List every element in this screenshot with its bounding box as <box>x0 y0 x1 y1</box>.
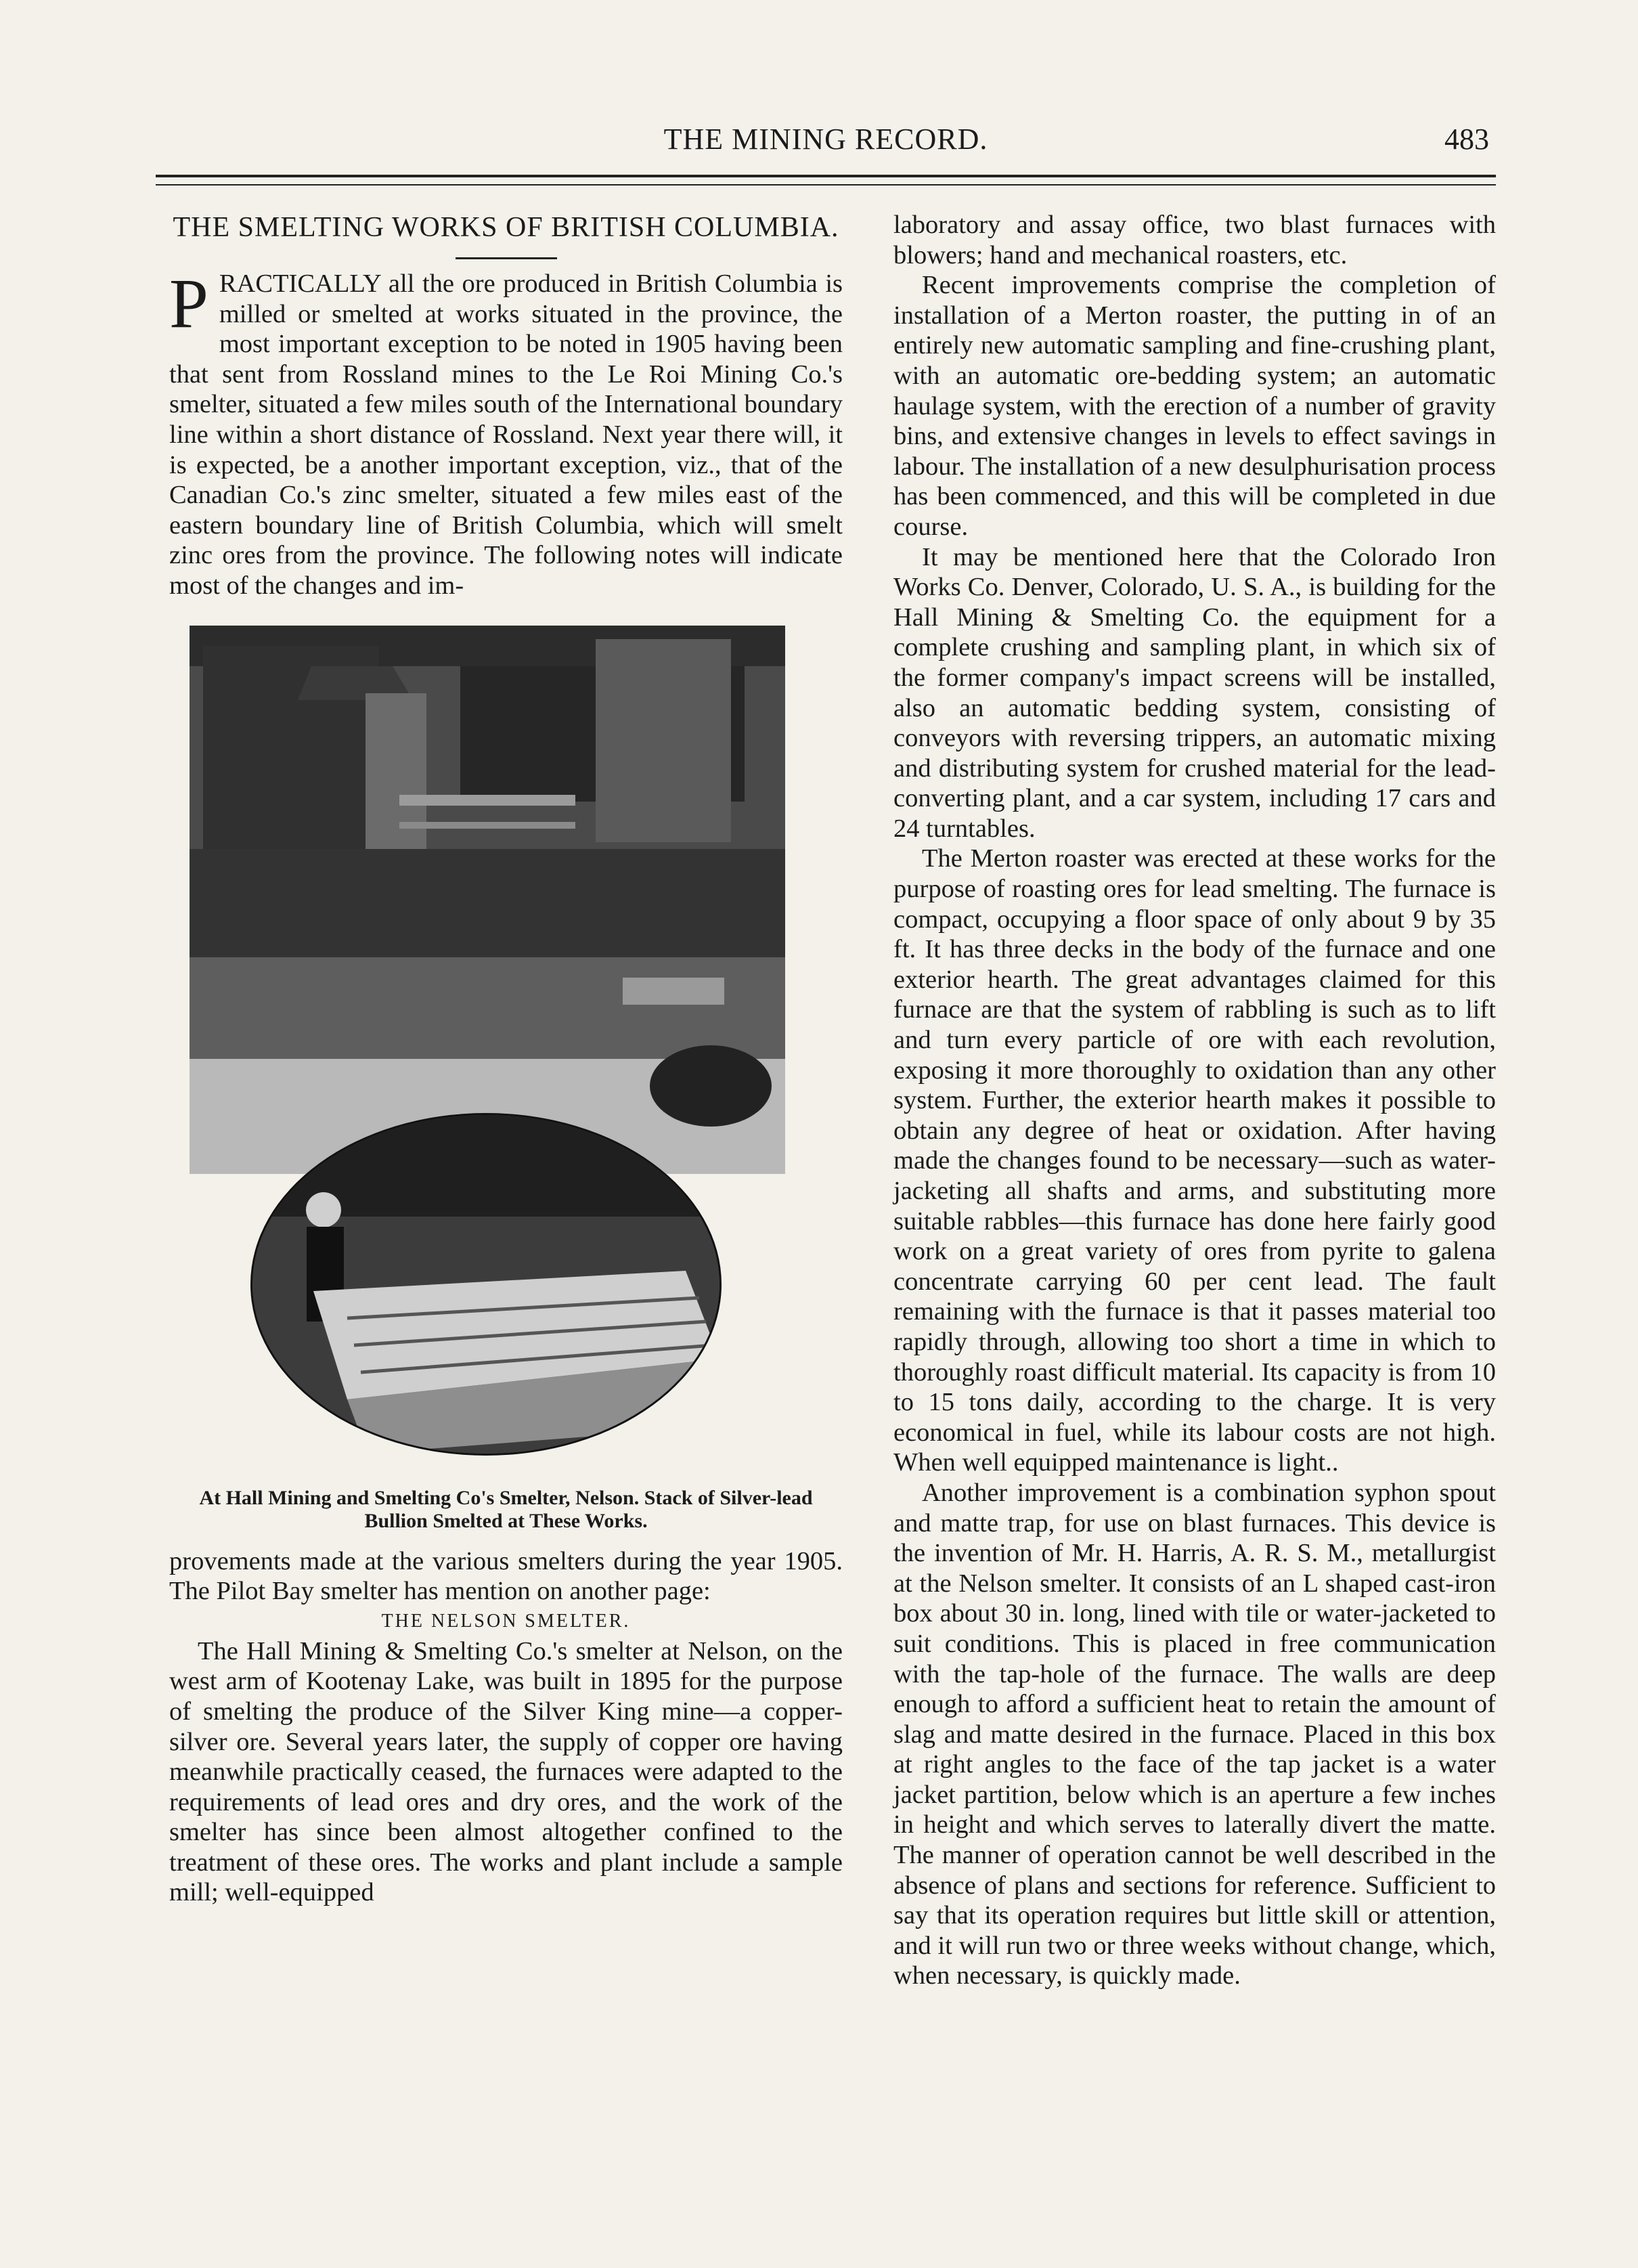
intro-paragraph <box>169 265 843 601</box>
paragraph-merton: The Merton roaster was erected at these works for the purpose of roasting ores for lead smelting. The furnace is compact, occupying a floor space of only about 9 by 35 ft. It has three decks in the body of the furnace and one exterior hearth. The great advantages claimed for this furnace are that the system of rabbling is such as to lift and turn every particle of ore with each revolution, exposing it more thoroughly to oxidation than any other system. Further, the exterior hearth makes it possible to obtain any degree of heat or oxidation. After having made the changes found to be necessary—such as water-jacketing all shafts and arms, and substituting more suitable rabbles—this furnace has done here fairly good work on a great variety of ores from pyrite to galena concentrate carrying 60 per cent lead. The fault remaining with the furnace is that it passes material too rapidly through, allowing too short a time in which to thoroughly roast difficult material. Its capacity is from 10 to 15 tons daily, according to the charge. It is very economical in fuel, while its labour costs are not high. When well equipped maintenance is light.. <box>893 844 1496 1477</box>
bullion-stack-illustration <box>252 1115 720 1454</box>
intro-text: RACTICALLY all the ore produced in British Columbia is milled or smelted at works situated in the province, the most important exception to be noted in 1905 having been that sent from Rossland mines to the Le Roi Mining Co.'s smelter, situated a few miles south of the International boundary line within a short distance of Rossland. Next year there will, it is expected, be a another important exception, viz., that of the Canadian Co.'s zinc smelter, situated a few miles east of the eastern boundary line of British Columbia, which will smelt zinc ores from the province. The following notes will indicate most of the changes and im- <box>169 269 843 600</box>
paragraph-syphon: Another improvement is a combination syphon spout and matte trap, for use on blast furnaces. This device is the invention of Mr. H. Harris, A. R. S. M., metallurgist at the Nelson smelter. It consists of an L shaped cast-iron box about 30 in. long, lined with tile or water-jacketed to suit conditions. This is placed in free communication with the tap-hole of the furnace. The walls are deep enough to afford a sufficient heat to retain the amount of slag and matte desired in the furnace. Placed in this box at right angles to the face of the tap jacket is a water jacket partition, below which is an aperture a few inches in height and which serves to laterally divert the matte. The manner of operation cannot be well described in the absence of plans and sections for reference. Sufficient to say that its operation requires but little skill or attention, and it will run two or three weeks without change, which, when necessary, is quickly made. <box>893 1478 1496 1990</box>
page-number: 483 <box>1444 123 1489 156</box>
right-column <box>893 210 1496 1991</box>
header-rule-thin <box>156 184 1496 186</box>
continued-paragraph: provements made at the various smelters during the year 1905. The Pilot Bay smelter has mention on another page: <box>169 1546 843 1606</box>
left-column <box>169 210 843 1908</box>
bullion-stack-photo <box>250 1113 722 1456</box>
nelson-paragraph: The Hall Mining & Smelting Co.'s smelter at Nelson, on the west arm of Kootenay Lake, was built in 1895 for the purpose of smelting the produce of the Silver King mine—a copper-silver ore. Several years later, the supply of copper ore having meanwhile practically ceased, the furnaces were adapted to the requirements of lead ores and dry ores, and the work of the smelter has since been almost altogether confined to the treatment of these ores. The works and plant include a sample mill; well-equipped <box>169 1636 843 1907</box>
page-header <box>156 122 1496 162</box>
paragraph-laboratory: laboratory and assay office, two blast furnaces with blowers; hand and mechanical roasters, etc. <box>893 211 1496 269</box>
article-title: THE SMELTING WORKS OF BRITISH COLUMBIA. <box>173 212 839 243</box>
smelter-photo-illustration <box>190 626 785 1174</box>
running-title: THE MINING RECORD. <box>663 123 988 156</box>
figure-caption: At Hall Mining and Smelting Co's Smelter, Nelson. Stack of Silver-lead Bullion Smelted at These Works. <box>199 1486 813 1532</box>
paragraph-colorado: It may be mentioned here that the Colorado Iron Works Co. Denver, Colorado, U. S. A., is building for the Hall Mining & Smelting Co. the equipment for a complete crushing and sampling plant, in which six of the former company's impact screens will be installed, also an automatic bedding system, consisting of conveyors with reversing trippers, an automatic mixing and distributing system for crushed material for the lead-converting plant, and a car system, including 17 cars and 24 turntables. <box>893 542 1496 843</box>
drop-cap: P <box>169 265 208 343</box>
header-rule <box>156 175 1496 177</box>
figure <box>169 626 843 1472</box>
smelter-photo <box>190 626 785 1174</box>
paragraph-improvements: Recent improvements comprise the completion of installation of a Merton roaster, the putting in of an entirely new automatic sampling and fine-crushing plant, with an automatic ore-bedding system; an automatic haulage system, with the erection of a number of gravity bins, and extensive changes in levels to effect savings in labour. The installation of a new desulphurisation process has been commenced, and this will be completed in due course. <box>893 271 1496 541</box>
title-rule <box>456 257 557 259</box>
section-heading: THE NELSON SMELTER. <box>381 1610 631 1632</box>
